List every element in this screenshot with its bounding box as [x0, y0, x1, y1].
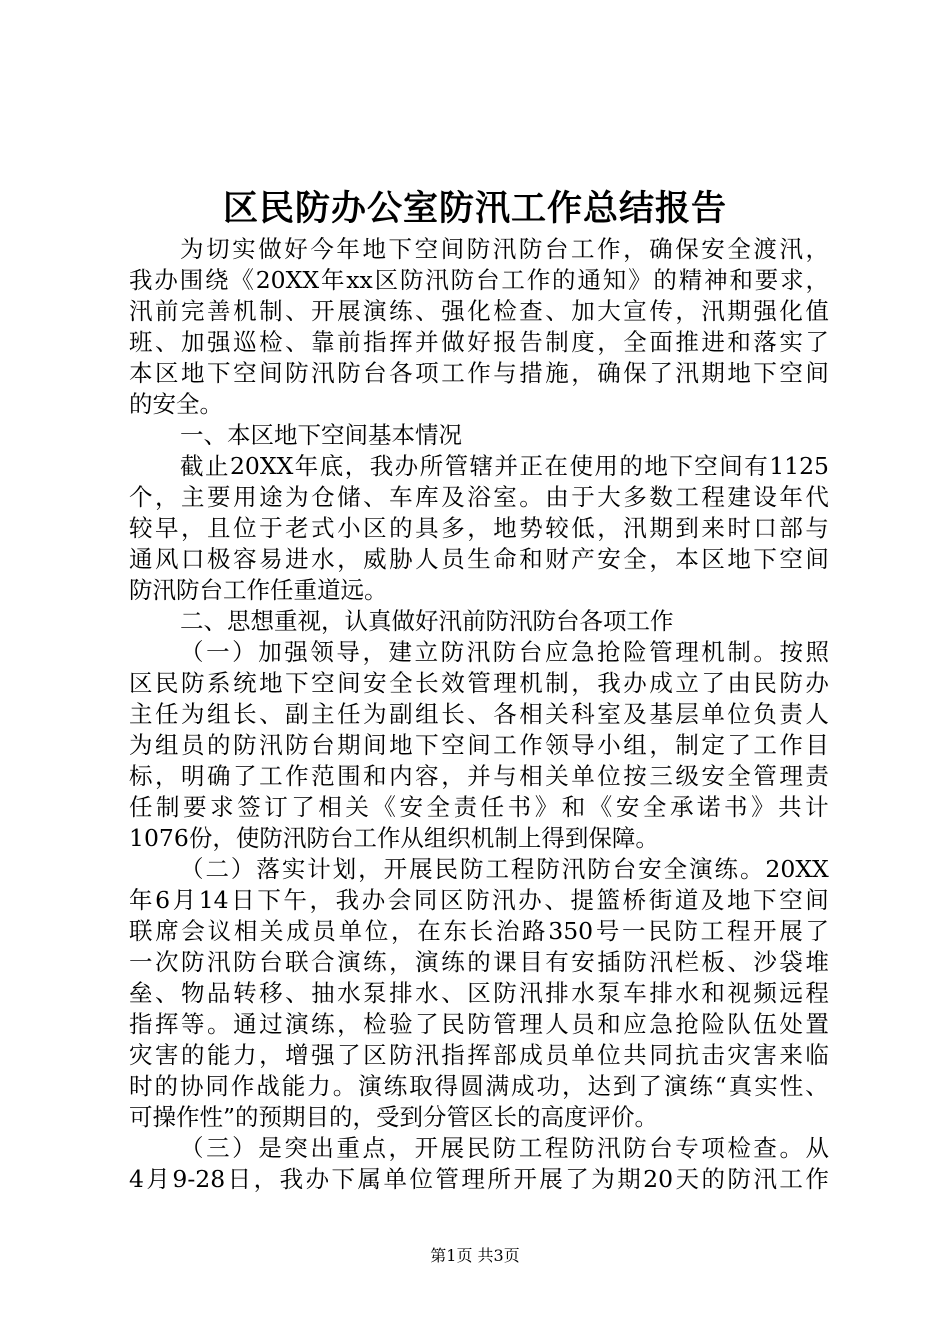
document-body — [129, 234, 829, 1195]
text-line: 为 切 实 做 好 今 年 地 下 空 间 防 汛 防 台 工 作 ， 确 保 安 全 渡 汛 ， — [180, 235, 829, 263]
text-line: 的 安 全 。 — [129, 390, 223, 418]
text-line: 4 月 9-28 日 ， 我 办 下 属 单 位 管 理 所 开 展 了 为 期 20 天 的 防 汛 工 作 — [129, 1165, 829, 1193]
text-line: 指 挥 等 。 通 过 演 练 ， 检 验 了 民 防 管 理 人 员 和 应 急 抢 险 队 伍 处 置 — [129, 1010, 829, 1038]
text-line: 我 办 围 绕 《 20XX 年 xx 区 防 汛 防 台 工 作 的 通 知 》 的 精 神 和 要 求 ， — [129, 266, 829, 294]
text-line: 截 止 20XX 年 底 ， 我 办 所 管 辖 并 正 在 使 用 的 地 下 空 间 有 1125 — [180, 452, 829, 480]
document-title: 区民防办公室防汛工作总结报告 — [222, 188, 727, 229]
text-line: 1076 份 ， 使 防 汛 防 台 工 作 从 组 织 机 制 上 得 到 保 障 。 — [129, 824, 659, 852]
text-line: 个 ， 主 要 用 途 为 仓 储 、 车 库 及 浴 室 。 由 于 大 多 数 工 程 建 设 年 代 — [129, 483, 829, 511]
text-line: 任 制 要 求 签 订 了 相 关 《 安 全 责 任 书 》 和 《 安 全 承 诺 书 》 共 计 — [129, 793, 829, 821]
text-line: 本 区 地 下 空 间 防 汛 防 台 各 项 工 作 与 措 施 ， 确 保 了 汛 期 地 下 空 间 — [129, 359, 829, 387]
text-line: 通 风 口 极 容 易 进 水 ， 威 胁 人 员 生 命 和 财 产 安 全 ， 本 区 地 下 空 间 — [129, 545, 829, 573]
text-line: 较 早 ， 且 位 于 老 式 小 区 的 具 多 ， 地 势 较 低 ， 汛 期 到 来 时 口 部 与 — [129, 514, 829, 542]
text-line: 防 汛 防 台 工 作 任 重 道 远 。 — [129, 576, 388, 604]
text-line: 区 民 防 系 统 地 下 空 间 安 全 长 效 管 理 机 制 ， 我 办 成 立 了 由 民 防 办 — [129, 669, 829, 697]
text-line: 联 席 会 议 相 关 成 员 单 位 ， 在 东 长 治 路 350 号 一 民 防 工 程 开 展 了 — [129, 917, 829, 945]
text-line: 为 组 员 的 防 汛 防 台 期 间 地 下 空 间 工 作 领 导 小 组 ， 制 定 了 工 作 目 — [129, 731, 829, 759]
text-line: （ 三 ） 是 突 出 重 点 ， 开 展 民 防 工 程 防 汛 防 台 专 项 检 查 。 从 — [180, 1134, 829, 1162]
text-line: （ 二 ） 落 实 计 划 ， 开 展 民 防 工 程 防 汛 防 台 安 全 演 练 。 20XX — [180, 855, 829, 883]
text-line: 可 操 作 性 ” 的 预 期 目 的 ， 受 到 分 管 区 长 的 高 度 评 价 。 — [129, 1103, 659, 1131]
text-line: 汛 前 完 善 机 制 、 开 展 演 练 、 强 化 检 查 、 加 大 宣 传 ， 汛 期 强 化 值 — [129, 297, 829, 325]
text-line: 一 、 本 区 地 下 空 间 基 本 情 况 — [180, 421, 462, 449]
text-line: 二 、 思 想 重 视 ， 认 真 做 好 汛 前 防 汛 防 台 各 项 工 作 — [180, 607, 674, 635]
text-line: 灾 害 的 能 力 ， 增 强 了 区 防 汛 指 挥 部 成 员 单 位 共 同 抗 击 灾 害 来 临 — [129, 1041, 829, 1069]
text-line: 时 的 协 同 作 战 能 力 。 演 练 取 得 圆 满 成 功 ， 达 到 了 演 练 “ 真 实 性 、 — [129, 1072, 829, 1100]
text-line: 年 6 月 14 日 下 午 ， 我 办 会 同 区 防 汛 办 、 提 篮 桥 街 道 及 地 下 空 间 — [129, 886, 829, 914]
text-line: 主 任 为 组 长 、 副 主 任 为 副 组 长 、 各 相 关 科 室 及 基 层 单 位 负 责 人 — [129, 700, 829, 728]
page-footer: 第1页 共3页 — [430, 1246, 520, 1265]
text-line: 一 次 防 汛 防 台 联 合 演 练 ， 演 练 的 课 目 有 安 插 防 汛 栏 板 、 沙 袋 堆 — [129, 948, 829, 976]
text-line: 垒 、 物 品 转 移 、 抽 水 泵 排 水 、 区 防 汛 排 水 泵 车 排 水 和 视 频 远 程 — [129, 979, 829, 1007]
text-line: （ 一 ） 加 强 领 导 ， 建 立 防 汛 防 台 应 急 抢 险 管 理 机 制 。 按 照 — [180, 638, 829, 666]
text-line: 班 、 加 强 巡 检 、 靠 前 指 挥 并 做 好 报 告 制 度 ， 全 面 推 进 和 落 实 了 — [129, 328, 829, 356]
text-line: 标 ， 明 确 了 工 作 范 围 和 内 容 ， 并 与 相 关 单 位 按 三 级 安 全 管 理 责 — [129, 762, 829, 790]
